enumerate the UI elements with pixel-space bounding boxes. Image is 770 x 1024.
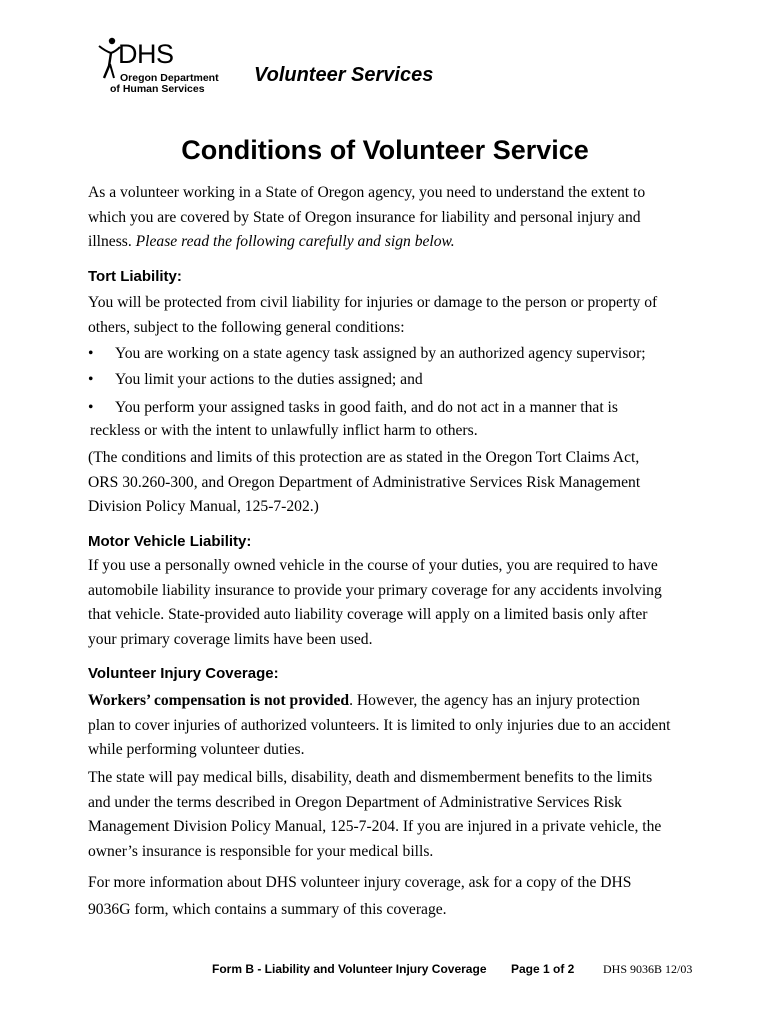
header-title: Volunteer Services <box>254 64 434 86</box>
injury-paragraph-3 <box>88 869 698 923</box>
tort-bullet-3-text: You perform your assigned tasks in good faith, and do not act in a manner that is <box>115 399 618 416</box>
tort-note-line-2: ORS 30.260-300, and Oregon Department of Administrative Services Risk Management <box>88 473 641 491</box>
tort-line-2: others, subject to the following general conditions: <box>88 318 405 336</box>
injury-p3-line-1: For more information about DHS volunteer injury coverage, ask for a copy of the DHS <box>88 874 632 891</box>
injury-coverage-heading: Volunteer Injury Coverage: <box>88 665 279 682</box>
intro-line-3-plain: illness. <box>88 233 136 250</box>
injury-p2-line-1: The state will pay medical bills, disability, death and dismemberment benefits to the limits <box>88 769 653 786</box>
injury-p3-line-2: 9036G form, which contains a summary of this coverage. <box>88 901 447 918</box>
injury-p2-line-4: owner’s insurance is responsible for your medical bills. <box>88 842 434 860</box>
injury-p1-line-1-rest: . However, the agency has an injury protection <box>349 692 640 709</box>
tort-bullet-2-text: You limit your actions to the duties assigned; and <box>115 371 423 388</box>
tort-liability-heading: Tort Liability: <box>88 268 182 285</box>
injury-p2-line-2: and under the terms described in Oregon Department of Administrative Services Risk <box>88 793 622 811</box>
tort-note <box>88 446 698 520</box>
intro-instruction: Please read the following carefully and sign below. <box>135 233 455 250</box>
intro-line-2: which you are covered by State of Oregon insurance for liability and personal injury and <box>88 208 641 226</box>
injury-paragraph-1 <box>88 689 698 763</box>
motor-line-4: your primary coverage limits have been used. <box>88 630 373 648</box>
injury-p2-line-3: Management Division Policy Manual, 125-7-204. If you are injured in a private vehicle, the <box>88 818 662 835</box>
tort-paragraph <box>88 291 698 340</box>
motor-line-3: that vehicle. State-provided auto liability coverage will apply on a limited basis only after <box>88 606 648 623</box>
workers-comp-notice: Workers’ compensation is not provided <box>88 692 350 709</box>
tort-bullet-3-continued: reckless or with the intent to unlawfully inflict harm to others. <box>90 422 478 439</box>
injury-p1-line-3: while performing volunteer duties. <box>88 741 305 758</box>
footer-form-number: DHS 9036B 12/03 <box>603 962 693 976</box>
injury-p1-line-1 <box>88 689 698 714</box>
footer-form-label: Form B - Liability and Volunteer Injury Coverage <box>212 962 487 976</box>
intro-paragraph <box>88 181 698 255</box>
tort-line-1: You will be protected from civil liability for injuries or damage to the person or property of <box>88 294 658 311</box>
logo-dept-line1: Oregon Department <box>120 72 219 84</box>
motor-line-1: If you use a personally owned vehicle in the course of your duties, you are required to have <box>88 557 658 574</box>
injury-p1-line-2: plan to cover injuries of authorized volunteers. It is limited to only injuries due to an accident <box>88 716 671 734</box>
motor-paragraph <box>88 554 698 652</box>
dhs-logo <box>96 36 246 98</box>
page-title: Conditions of Volunteer Service <box>181 135 589 165</box>
footer-page-number: Page 1 of 2 <box>511 962 575 976</box>
tort-note-line-3: Division Policy Manual, 125-7-202.) <box>88 498 319 515</box>
tort-note-line-1: (The conditions and limits of this protection are as stated in the Oregon Tort Claims Act, <box>88 449 640 466</box>
injury-paragraph-2 <box>88 766 698 864</box>
intro-line-1: As a volunteer working in a State of Oregon agency, you need to understand the extent to <box>88 184 646 201</box>
motor-line-2: automobile liability insurance to provide your primary coverage for any accidents involving <box>88 581 662 599</box>
logo-dept-line2: of Human Services <box>110 83 205 95</box>
motor-vehicle-heading: Motor Vehicle Liability: <box>88 533 252 550</box>
tort-bullet-1-text: You are working on a state agency task assigned by an authorized agency supervisor; <box>115 345 646 362</box>
intro-line-3 <box>88 230 698 255</box>
logo-wordmark: DHS <box>118 39 174 69</box>
